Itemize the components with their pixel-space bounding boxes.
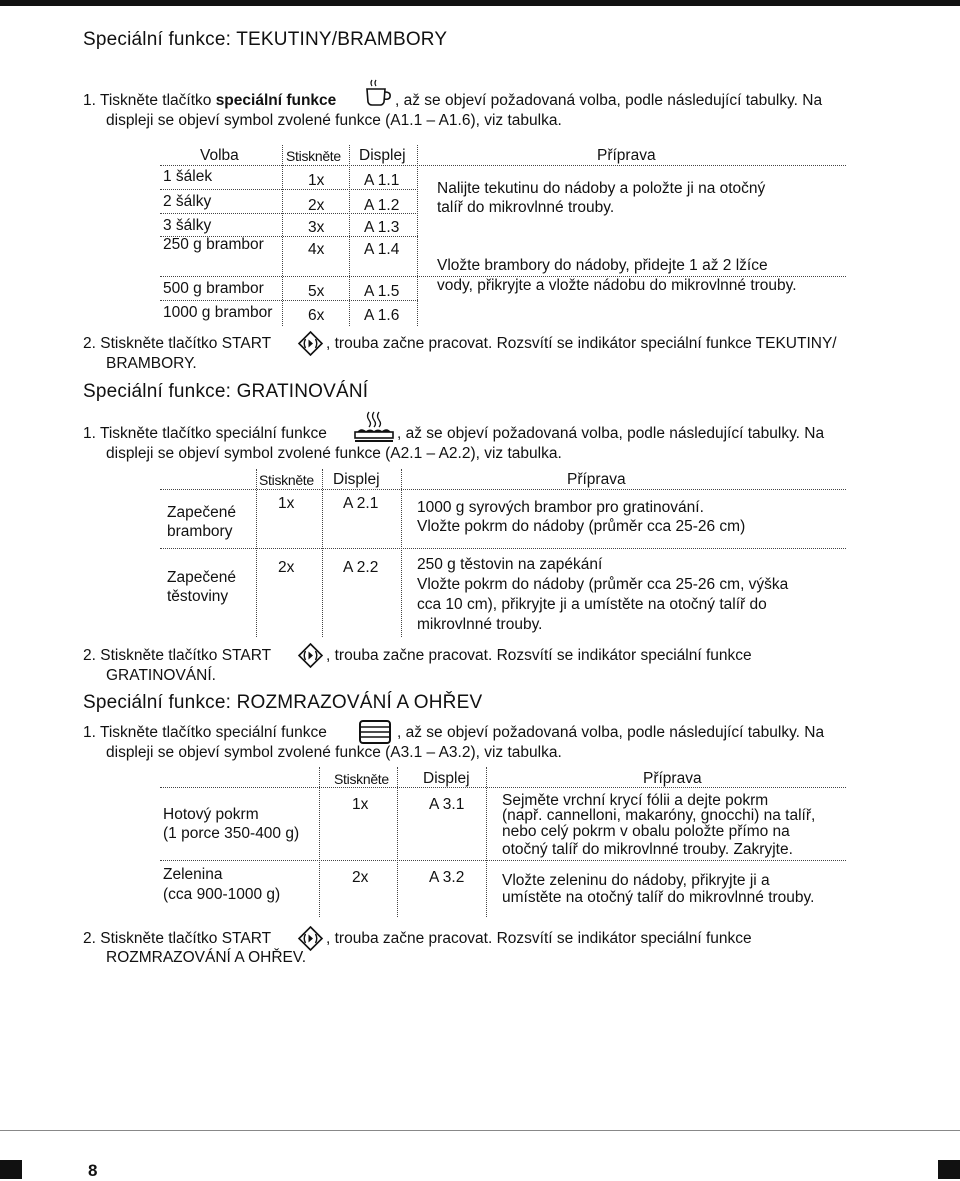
t1-row4-displej: A 1.4 xyxy=(364,241,400,258)
start-button-icon xyxy=(297,330,324,357)
t2-row1-displej: A 2.1 xyxy=(343,495,379,512)
t1-row6-volba: 1000 g brambor xyxy=(163,304,273,321)
t2-row1-name2: brambory xyxy=(167,523,233,540)
t3-row1-prep2: (např. cannelloni, makaróny, gnocchi) na talíř, xyxy=(502,807,816,824)
s1-step2-line2: BRAMBORY. xyxy=(106,355,197,372)
t1-row1-displej: A 1.1 xyxy=(364,172,400,189)
t1-header-rule xyxy=(160,165,846,166)
t1-header-volba: Volba xyxy=(200,147,239,164)
t3-row2-displej: A 3.2 xyxy=(429,869,465,886)
t2-row2-prep3: cca 10 cm), přikryjte ji a umístěte na otočný talíř do xyxy=(417,596,767,613)
t1-row2-stisk: 2x xyxy=(308,197,325,214)
t2-header-priprava: Příprava xyxy=(567,471,626,488)
t1-header-displej: Displej xyxy=(359,147,406,164)
s3-step1-line2: displeji se objeví symbol zvolené funkce (A3.1 – A3.2), viz tabulka. xyxy=(106,744,562,761)
t2-row2-prep4: mikrovlnné trouby. xyxy=(417,616,543,633)
t1-row3-volba: 3 šálky xyxy=(163,217,212,234)
t3-row1-prep3: nebo celý pokrm v obalu položte přímo na xyxy=(502,823,790,840)
t1-row1-volba: 1 šálek xyxy=(163,168,213,185)
t2-row2-displej: A 2.2 xyxy=(343,559,379,576)
t3-header-priprava: Příprava xyxy=(643,770,702,787)
s3-step2-line1b: , trouba začne pracovat. Rozsvítí se indikátor speciální funkce xyxy=(326,930,752,947)
t3-header-stisknete: Stiskněte xyxy=(334,771,389,787)
s3-step2-line2: ROZMRAZOVÁNÍ A OHŘEV. xyxy=(106,949,307,966)
t2-header-rule xyxy=(160,489,846,490)
t1-prep-brambory-1: Vložte brambory do nádoby, přidejte 1 až 2 lžíce xyxy=(437,257,768,274)
s3-step1-line1b: , až se objeví požadovaná volba, podle následující tabulky. Na xyxy=(397,724,825,741)
t1-prep-tekutiny-1: Nalijte tekutinu do nádoby a položte ji na otočný xyxy=(437,180,766,197)
top-bar xyxy=(0,0,960,6)
s3-step1-line1a: 1. Tiskněte tlačítko speciální funkce xyxy=(83,724,327,741)
s1-step2-line1b: , trouba začne pracovat. Rozsvítí se indikátor speciální funkce TEKUTINY/ xyxy=(326,335,837,352)
t3-row2-name2: (cca 900-1000 g) xyxy=(163,886,281,903)
t2-row2-prep1: 250 g těstovin na zapékání xyxy=(417,556,603,573)
t1-row6-stisk: 6x xyxy=(308,307,325,324)
page-number: 8 xyxy=(88,1161,98,1180)
s2-step2-line1b: , trouba začne pracovat. Rozsvítí se indikátor speciální funkce xyxy=(326,647,752,664)
s2-step1-line1b: , až se objeví požadovaná volba, podle následující tabulky. Na xyxy=(397,425,825,442)
t3-header-rule xyxy=(160,787,846,788)
gratin-dish-icon xyxy=(353,410,395,444)
t3-row1-displej: A 3.1 xyxy=(429,796,465,813)
s1-step1-line1: 1. Tiskněte tlačítko speciální funkce xyxy=(83,92,337,109)
t2-header-displej: Displej xyxy=(333,471,380,488)
section-title-rozmrazovani: Speciální funkce: ROZMRAZOVÁNÍ A OHŘEV xyxy=(83,692,483,713)
section-title-tekutiny: Speciální funkce: TEKUTINY/BRAMBORY xyxy=(83,29,448,50)
s3-step2-line1a: 2. Stiskněte tlačítko START xyxy=(83,930,272,947)
t1-row4-volba: 250 g brambor xyxy=(163,236,264,253)
t3-row2-prep1: Vložte zeleninu do nádoby, přikryjte ji a xyxy=(502,872,770,889)
t3-row1-name1: Hotový pokrm xyxy=(163,806,259,823)
t3-row1-prep1: Sejměte vrchní krycí fólii a dejte pokrm xyxy=(502,792,769,809)
s1-step1-line1b: , až se objeví požadovaná volba, podle následující tabulky. Na xyxy=(395,92,823,109)
footer-rule xyxy=(0,1130,960,1131)
t1-row2-displej: A 1.2 xyxy=(364,197,400,214)
t1-row6-displej: A 1.6 xyxy=(364,307,400,324)
section-title-gratinovani: Speciální funkce: GRATINOVÁNÍ xyxy=(83,381,369,402)
defrost-tray-icon xyxy=(357,718,393,746)
t1-prep-tekutiny-2: talíř do mikrovlnné trouby. xyxy=(437,199,615,216)
t3-row2-prep2: umístěte na otočný talíř do mikrovlnné trouby. xyxy=(502,889,815,906)
t3-header-displej: Displej xyxy=(423,770,470,787)
t1-row5-volba: 500 g brambor xyxy=(163,280,264,297)
t3-row1-prep4: otočný talíř do mikrovlnné trouby. Zakryjte. xyxy=(502,841,793,858)
footer-block-right xyxy=(938,1160,960,1179)
t2-row2-prep2: Vložte pokrm do nádoby (průměr cca 25-26 cm, výška xyxy=(417,576,789,593)
t1-header-stisknete: Stiskněte xyxy=(286,148,341,164)
footer-block-left xyxy=(0,1160,22,1179)
s2-step1-line2: displeji se objeví symbol zvolené funkce (A2.1 – A2.2), viz tabulka. xyxy=(106,445,562,462)
t3-row2-name1: Zelenina xyxy=(163,866,223,883)
t1-header-priprava: Příprava xyxy=(597,147,656,164)
t3-row2-stisk: 2x xyxy=(352,869,369,886)
t2-row1-prep2: Vložte pokrm do nádoby (průměr cca 25-26 cm) xyxy=(417,518,746,535)
t2-row1-name1: Zapečené xyxy=(167,504,236,521)
s2-step2-line2: GRATINOVÁNÍ. xyxy=(106,667,216,684)
s1-step2-line1a: 2. Stiskněte tlačítko START xyxy=(83,335,272,352)
t1-prep-brambory-2: vody, přikryjte a vložte nádobu do mikrovlnné trouby. xyxy=(437,277,797,294)
s2-step2-line1a: 2. Stiskněte tlačítko START xyxy=(83,647,272,664)
cup-icon xyxy=(363,78,393,108)
t1-row5-stisk: 5x xyxy=(308,283,325,300)
t1-row2-volba: 2 šálky xyxy=(163,193,212,210)
t2-row2-name2: těstoviny xyxy=(167,588,229,605)
t1-row3-displej: A 1.3 xyxy=(364,219,400,236)
t3-row1-name2: (1 porce 350-400 g) xyxy=(163,825,300,842)
t2-row1-prep1: 1000 g syrových brambor pro gratinování. xyxy=(417,499,704,516)
s1-step1-line2: displeji se objeví symbol zvolené funkce (A1.1 – A1.6), viz tabulka. xyxy=(106,112,562,129)
t2-row2-stisk: 2x xyxy=(278,559,295,576)
start-button-icon xyxy=(297,642,324,669)
t2-row2-name1: Zapečené xyxy=(167,569,236,586)
t1-row5-displej: A 1.5 xyxy=(364,283,400,300)
t2-row1-stisk: 1x xyxy=(278,495,295,512)
t2-header-stisknete: Stiskněte xyxy=(259,472,314,488)
s2-step1-line1a: 1. Tiskněte tlačítko speciální funkce xyxy=(83,425,327,442)
t1-row3-stisk: 3x xyxy=(308,219,325,236)
t1-row4-stisk: 4x xyxy=(308,241,325,258)
t3-row1-stisk: 1x xyxy=(352,796,369,813)
t1-row1-stisk: 1x xyxy=(308,172,325,189)
